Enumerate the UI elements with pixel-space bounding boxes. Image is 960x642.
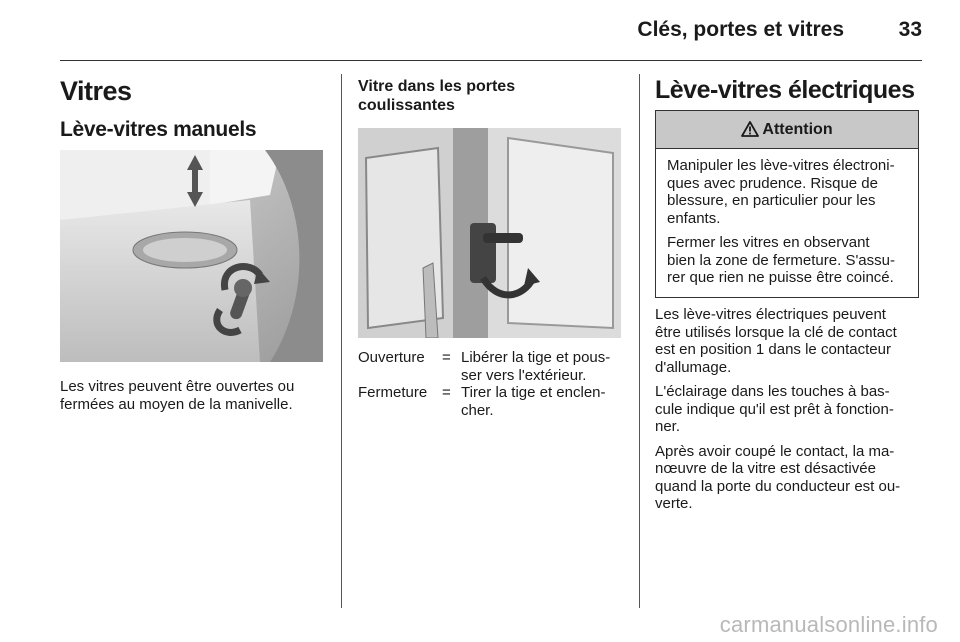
column-divider-1 (341, 74, 342, 608)
warning-paragraph-1: Manipuler les lève-vitres électroni- ques avec prudence. Risque de blessure, en particulier pour les enfants. (667, 157, 895, 227)
page-header (60, 0, 922, 61)
definition-term: Ouverture (358, 349, 425, 366)
warning-body (656, 149, 918, 295)
paragraph-2: L'éclairage dans les touches à bas- cule indique qu'il est prêt à fonction- ner. (655, 383, 894, 435)
section-heading-vitres: Vitres (60, 76, 132, 106)
definition-separator: = (442, 384, 451, 401)
definition-separator: = (442, 349, 451, 366)
subheading-sliding-doors: Vitre dans les portes coulissantes (358, 78, 516, 114)
sliding-door-definitions (358, 349, 624, 419)
paragraph-1: Les lève-vitres électriques peuvent être utilisés lorsque la clé de contact est en position 1 dans le contacteur d'allumage. (655, 306, 897, 376)
warning-header (656, 111, 918, 149)
definition-row-ouverture (358, 349, 624, 384)
definition-text: Libérer la tige et pous- ser vers l'extérieur. (461, 349, 611, 384)
warning-title: Attention (762, 120, 833, 138)
chapter-title: Clés, portes et vitres (637, 18, 844, 41)
sliding-door-window-illustration (358, 128, 621, 338)
paragraph-3: Après avoir coupé le contact, la ma- nœuvre de la vitre est désactivée quand la porte du conducteur est ou- verte. (655, 442, 901, 512)
warning-box (655, 110, 919, 298)
section-heading-electric-windows: Lève-vitres électriques (655, 76, 915, 104)
electric-windows-text (655, 306, 925, 520)
watermark-text: carmanualsonline.info (719, 612, 938, 637)
warning-triangle-icon (741, 121, 759, 137)
manual-windows-text: Les vitres peuvent être ouvertes ou fermées au moyen de la manivelle. (60, 378, 295, 413)
definition-row-fermeture (358, 384, 624, 419)
manual-window-crank-illustration (60, 150, 323, 362)
column-divider-2 (639, 74, 640, 608)
subheading-manual-windows: Lève-vitres manuels (60, 118, 257, 141)
definition-term: Fermeture (358, 384, 428, 401)
page-number: 33 (898, 18, 922, 41)
definition-text: Tirer la tige et enclen- cher. (461, 384, 606, 419)
warning-paragraph-2: Fermer les vitres en observant bien la zone de fermeture. S'assu- rer que rien ne puisse être coincé. (667, 234, 895, 286)
